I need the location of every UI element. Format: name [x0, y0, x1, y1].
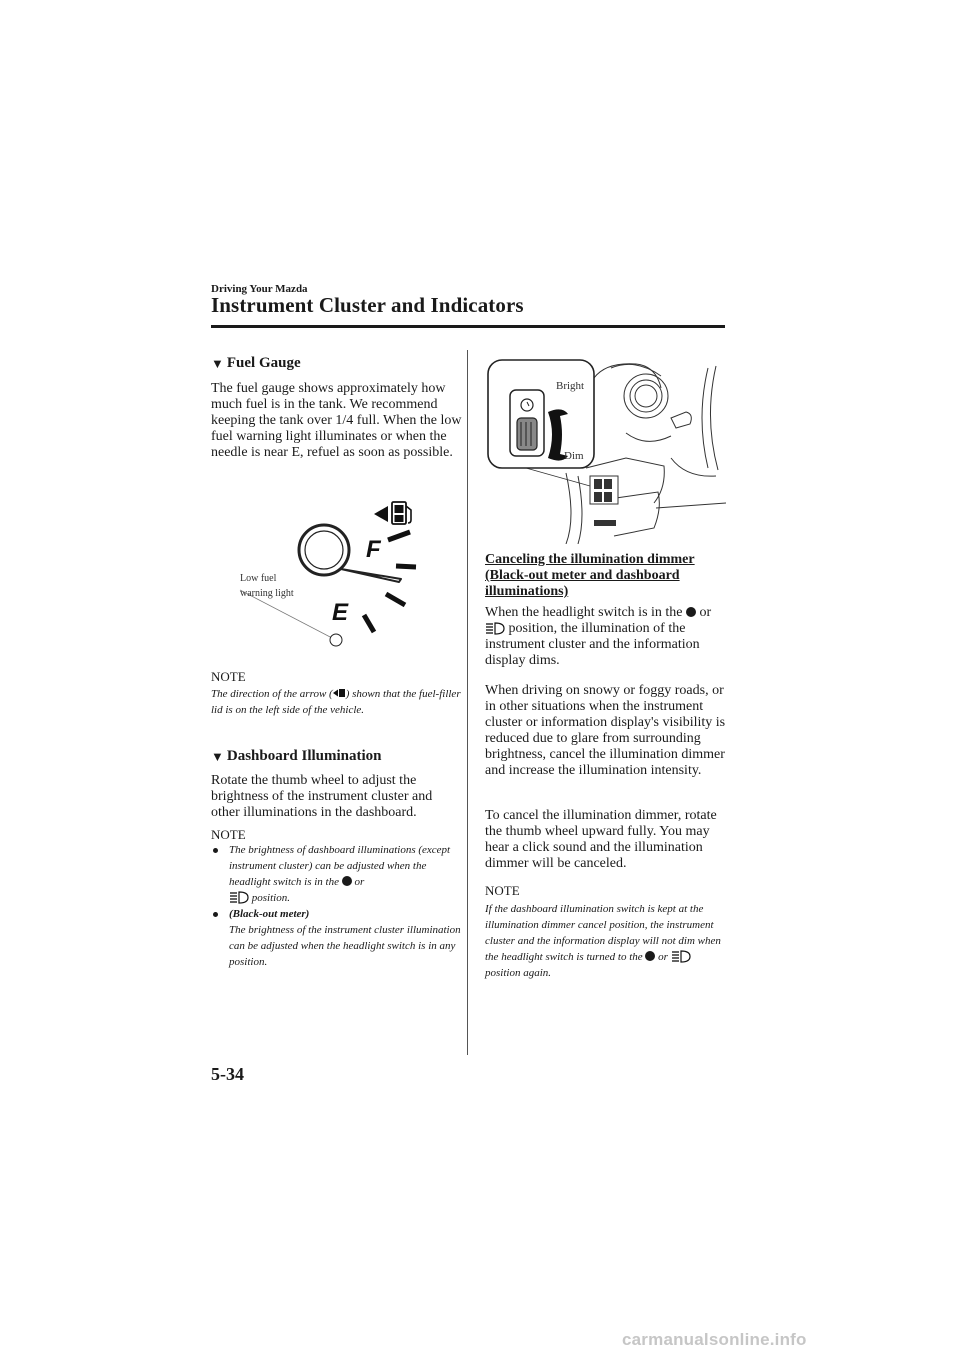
body-text: When the headlight switch is in the: [485, 605, 683, 620]
bullet-icon: [213, 848, 218, 853]
fuel-gauge-heading-text: Fuel Gauge: [226, 355, 301, 371]
dashboard-note-list: [211, 842, 463, 970]
callout-leader: [526, 468, 590, 486]
canceling-note: [485, 901, 725, 981]
fuel-lid-arrow-icon: [333, 688, 346, 698]
note-subtitle: (Black-out meter): [229, 908, 310, 920]
parking-light-icon: [686, 607, 696, 617]
dim-label: Dim: [564, 450, 584, 462]
gauge-pivot-inner: [305, 531, 343, 569]
canceling-p3: To cancel the illumination dimmer, rotate the thumb wheel upward fully. You may hear a click sound and the illumination dimmer will be canceled.: [485, 808, 717, 871]
tick-empty: [364, 615, 374, 632]
watermark: carmanualsonline.info: [622, 1330, 807, 1349]
thumb-wheel-switch: [510, 390, 544, 456]
section-label: Driving Your Mazda: [211, 283, 308, 295]
or-text: or: [354, 876, 365, 888]
triangle-down-icon: ▼: [211, 748, 224, 764]
page-title: Instrument Cluster and Indicators: [211, 293, 524, 317]
list-item: [211, 906, 463, 970]
figure-label-line1: Low fuel: [240, 573, 277, 584]
warning-light-circle: [330, 634, 342, 646]
fuel-gauge-heading: [211, 355, 463, 372]
note-text: The direction of the arrow (: [211, 688, 333, 700]
fuel-gauge-note: [211, 686, 463, 718]
figure-label-line2: warning light: [240, 588, 294, 599]
canceling-p2: When driving on snowy or foggy roads, or in other situations when the instrument cluster or information display's visibility is reduced due to glare from surrounding brightness, cancel the illumination dimmer and increase the illumination intensity.: [485, 683, 726, 778]
headlight-icon: [671, 949, 691, 963]
gauge-letter-f: F: [366, 536, 381, 563]
note-text: The brightness of dashboard illuminations (except instrument cluster) can be adjusted when the headlight switch is in the: [229, 844, 451, 888]
parking-light-icon: [645, 951, 655, 961]
fuel-gauge-body: The fuel gauge shows approximately how much fuel is in the tank. We recommend keeping the tank over 1/4 full. When the low fuel warning light illuminates or when the needle is near E, refuel as soon as possible.: [211, 381, 462, 460]
dashboard-heading-text: Dashboard Illumination: [226, 748, 382, 764]
bright-label: Bright: [556, 380, 585, 392]
or-text: or: [699, 605, 712, 620]
tick-3-4: [396, 566, 416, 567]
dimmer-switch-illustration: [486, 358, 726, 544]
tick-full: [388, 532, 410, 540]
or-text: or: [658, 951, 668, 963]
gauge-letter-e: E: [332, 599, 349, 626]
note-text: The brightness of the instrument cluster illumination can be adjusted when the headlight switch is in any position.: [229, 924, 461, 968]
body-text: position, the illumination of the instrument cluster and the information display dims.: [485, 621, 700, 668]
note-label: NOTE: [485, 883, 520, 898]
note-text: If the dashboard illumination switch is kept at the illumination dimmer cancel position, the instrument cluster and the information display will not dim when the headlight switch is turned to the: [485, 903, 721, 963]
canceling-p1: [485, 605, 729, 669]
dashboard-body: Rotate the thumb wheel to adjust the brightness of the instrument cluster and other illuminations in the dashboard.: [211, 773, 433, 820]
bullet-icon: [213, 912, 218, 917]
note-text: position again.: [485, 967, 552, 979]
switch-bank: [590, 476, 618, 526]
note-label: NOTE: [211, 827, 246, 842]
page-number: 5-34: [211, 1064, 244, 1084]
gauge-needle: [341, 569, 401, 582]
headlight-icon: [229, 890, 249, 904]
tick-1-2: [386, 594, 405, 605]
fuel-gauge-illustration: [230, 490, 450, 650]
canceling-heading: Canceling the illumination dimmer (Black-out meter and dashboard illuminations): [485, 552, 695, 599]
note-text: position.: [251, 892, 290, 904]
note-label: NOTE: [211, 669, 246, 684]
parking-light-icon: [342, 876, 352, 886]
note-text: ) shown that the fuel-filler lid is on the left side of the vehicle.: [211, 688, 461, 716]
headlight-icon: [485, 621, 505, 635]
fuel-pump-icon: [374, 502, 411, 524]
title-rule: [211, 325, 725, 328]
triangle-down-icon: ▼: [211, 355, 224, 371]
column-divider: [467, 350, 468, 1055]
list-item: [211, 842, 463, 906]
dashboard-heading: [211, 748, 463, 765]
